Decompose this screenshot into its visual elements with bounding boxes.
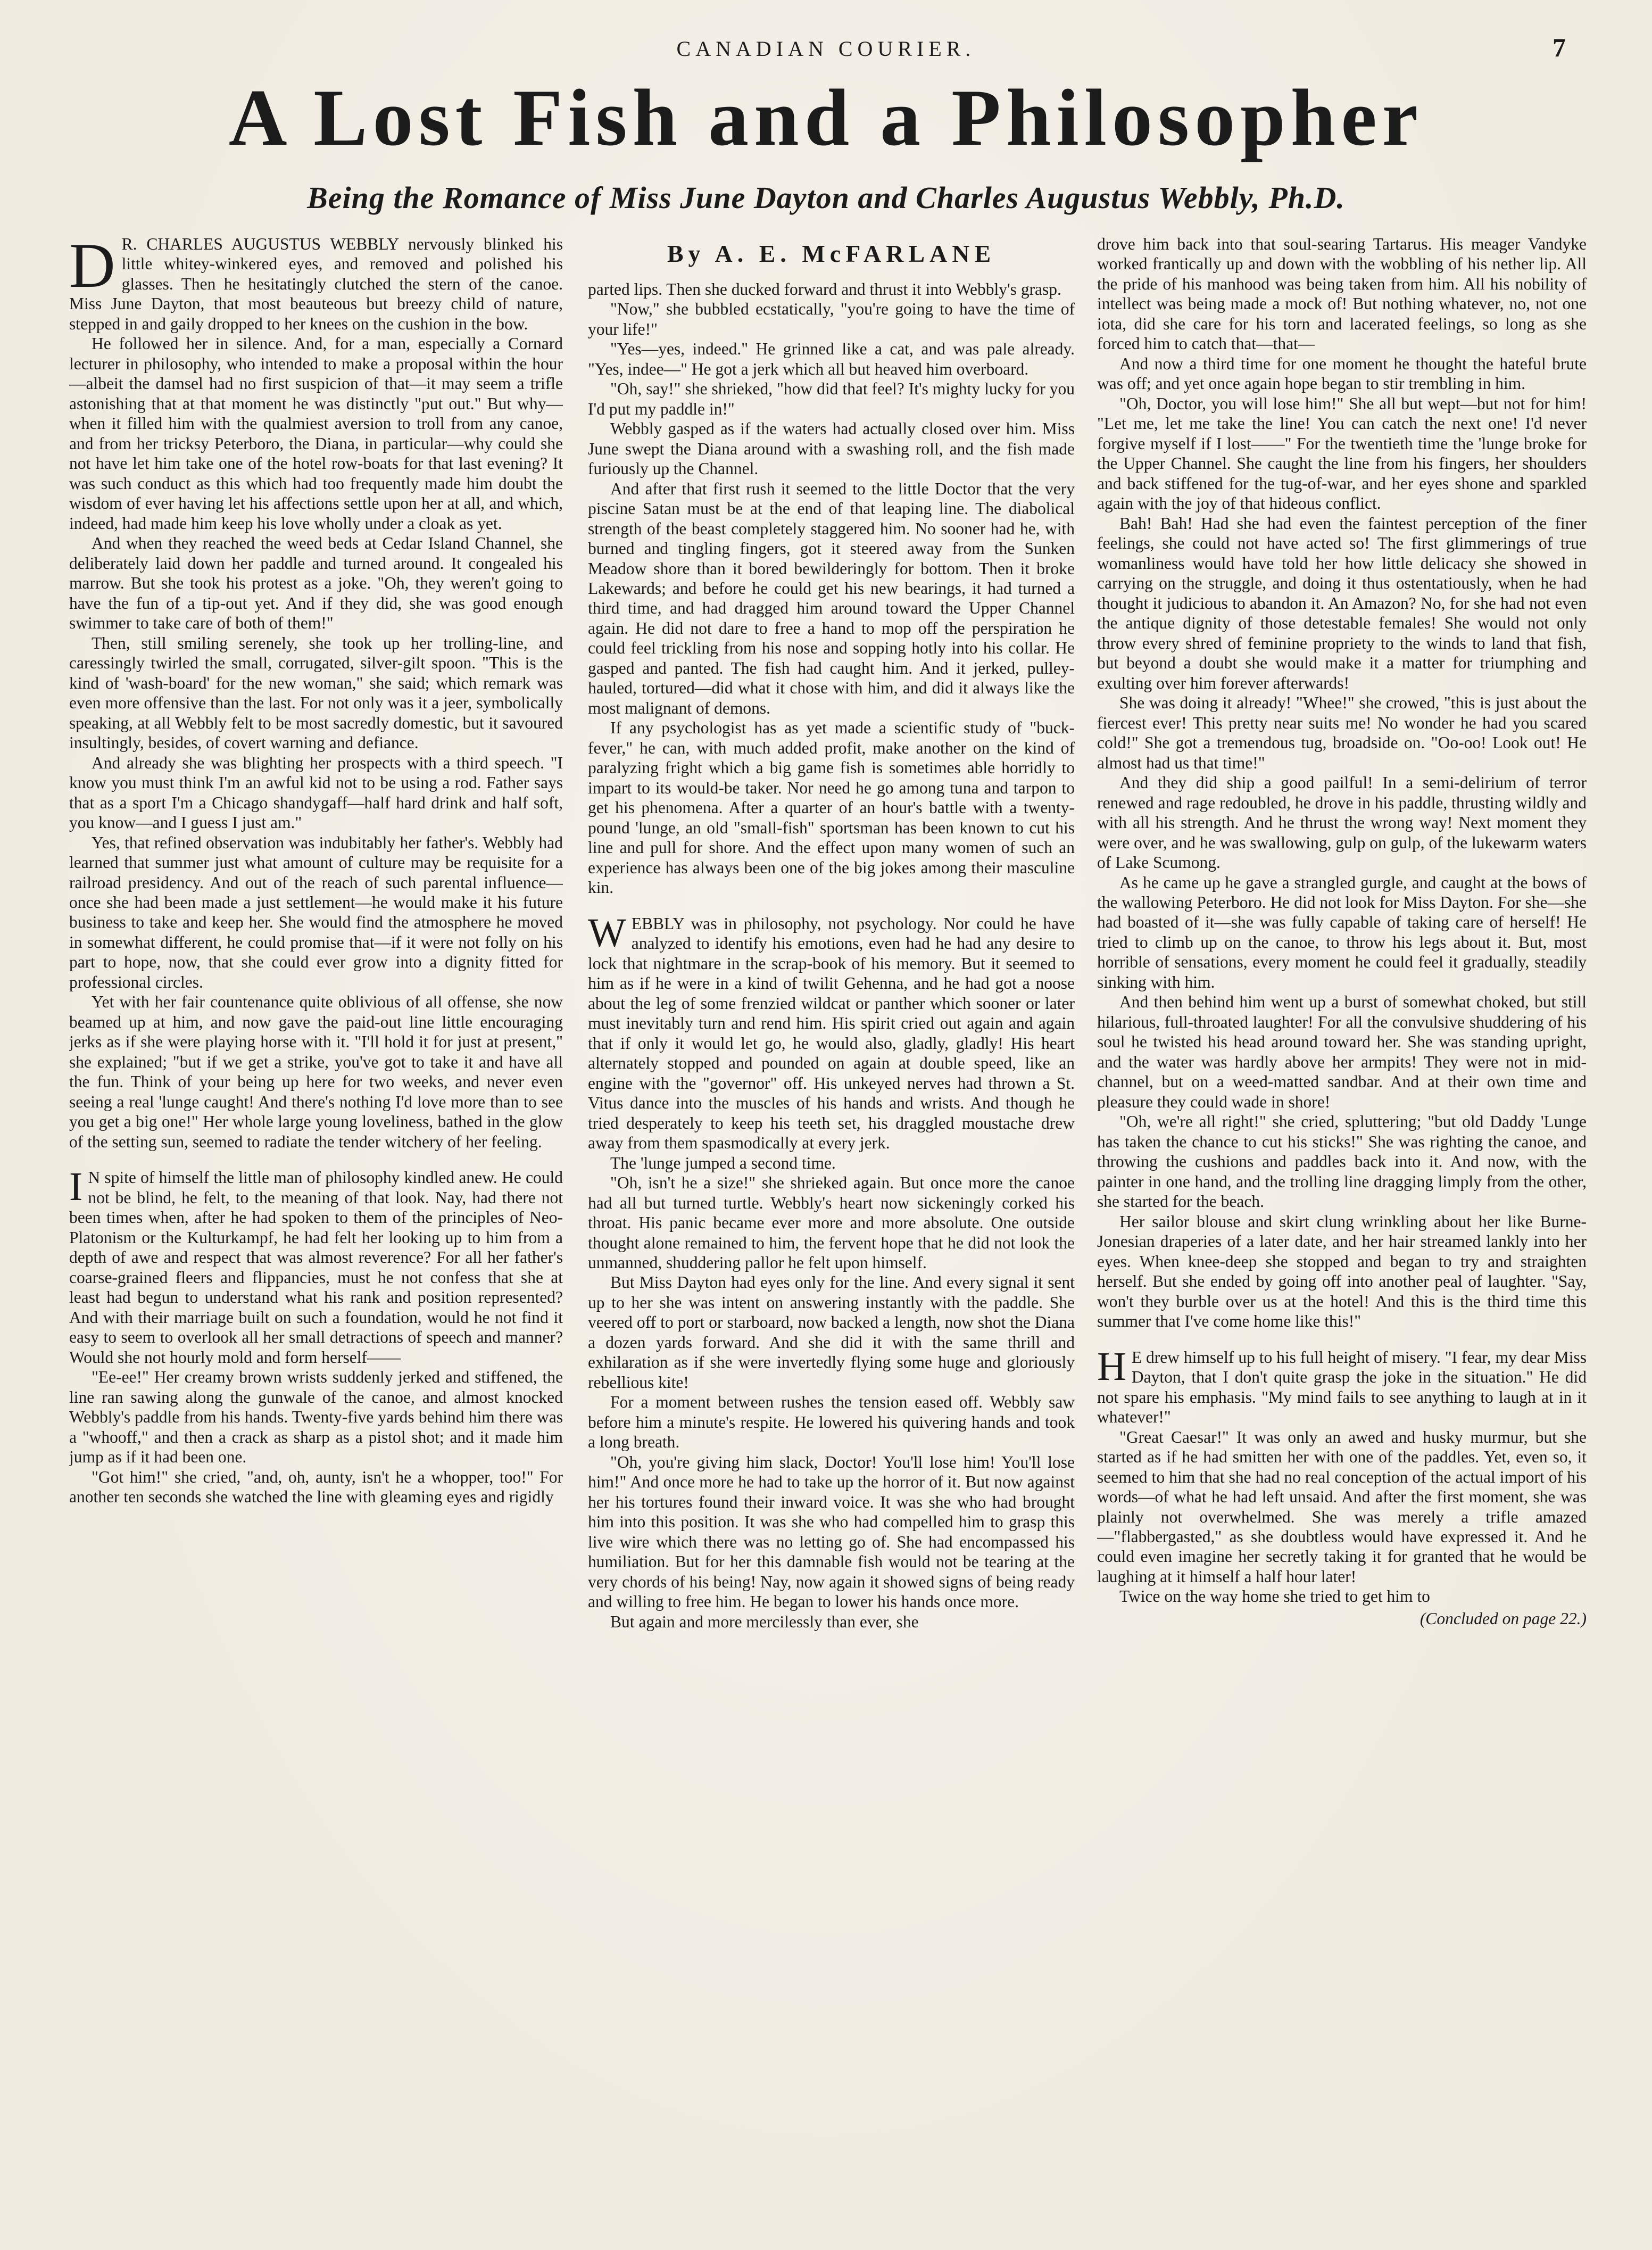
paragraph: DR. CHARLES AUGUSTUS WEBBLY nervously blinked his little whitey-winkered eyes, and removed and polished his glasses. Then he hesitatingly clutched the stern of the canoe. Miss June Dayton, that most beauteous but breezy child of nature, stepped in and gaily dropped to her knees on the cushion in the bow. <box>69 234 563 333</box>
section-break <box>588 898 1075 914</box>
text-column-1 <box>69 234 563 2214</box>
byline: By A. E. McFARLANE <box>667 240 996 267</box>
paragraph: The 'lunge jumped a second time. <box>610 1153 836 1172</box>
paragraph: drove him back into that soul-searing Tartarus. His meager Vandyke worked frantically up and down with the wobbling of his nether lip. All the pride of his manhood was being taken from him. All his nobility of intellect was being made a mock of! But nothing whatever, no, not one iota, did she care for his torn and lacerated feelings, so long as she forced him to catch that—that— <box>1097 235 1587 353</box>
page-number: 7 <box>1553 32 1566 62</box>
paragraph: "Oh, isn't he a size!" she shrieked again. But once more the canoe had all but turned turtle. Webbly's heart now sickeningly corked his throat. His panic became ever more and more absolute. One outside thought alone remained to him, the fervent hope that he did not look the unmanned, shuddering pallor he felt upon himself. <box>588 1173 1075 1272</box>
continuation-note: (Concluded on page 22.) <box>1419 1609 1587 1628</box>
paragraph: Webbly gasped as if the waters had actually closed over him. Miss June swept the Diana around with a swashing roll, and the fish made furiously up the Channel. <box>588 419 1075 478</box>
paragraph: "Now," she bubbled ecstatically, "you're going to have the time of your life!" <box>588 300 1075 338</box>
section-break <box>69 1152 563 1168</box>
paragraph: "Yes—yes, indeed." He grinned like a cat, and was pale already. "Yes, indee—" He got a jerk which all but heaved him overboard. <box>588 340 1075 378</box>
running-head: CANADIAN COURIER. <box>676 37 976 61</box>
paragraph: "Ee-ee!" Her creamy brown wrists suddenly jerked and stiffened, the line ran sawing along the gunwale of the canoe, and almost knocked Webbly's paddle from his hands. Twenty-five yards behind him there was a "whooff," and then a crack as sharp as a pistol shot; and it made him jump as if it had been one. <box>69 1368 563 1467</box>
paragraph: IN spite of himself the little man of philosophy kindled anew. He could not be blind, he felt, to the meaning of that look. Nay, had there not been times when, after he had spoken to them of the principles of Neo-Platonism or the Kulturkampf, he had felt her looking up to him from a depth of awe and respect that was almost reverence? For all her father's coarse-grained fleers and flippancies, must he not confess that she at least had begun to understand what his rank and position represented? And with their marriage built on such a foundation, would he not find it easy to seem to overlook all her small detractions of speech and manner? Would she not hourly mold and form herself—— <box>69 1164 563 1367</box>
text-column-2 <box>588 234 1075 2214</box>
paragraph: As he came up he gave a strangled gurgle, and caught at the bows of the wallowing Peterboro. He did not look for Miss Dayton. For she—she had boasted of it—she was fully capable of taking care of herself! He tried to climb up on the canoe, to throw his legs about it. But, most horrible of sensations, every moment he could feel it gradually, steadily sinking with him. <box>1097 873 1587 991</box>
paragraph: "Got him!" she cried, "and, oh, aunty, isn't he a whopper, too!" For another ten seconds she watched the line with gleaming eyes and rigidly <box>69 1467 563 1507</box>
paragraph: HE drew himself up to his full height of misery. "I fear, my dear Miss Dayton, that I don't quite grasp the joke in the situation." He did not spare his emphasis. "My mind fails to see anything to laugh at in it whatever!" <box>1097 1344 1587 1427</box>
section-break <box>1097 1331 1587 1347</box>
paragraph: He followed her in silence. And, for a man, especially a Cornard lecturer in philosophy, who intended to make a proposal within the hour—albeit the damsel had no first suspicion of that—it may seem a trifle astonishing that at that moment he was distinctly "put out." But why—when it filled him with the qualmiest aversion to troll from any canoe, and from her tricksy Peterboro, the Diana, in particular—why could she not have let him take one of the hotel row-boats for that last evening? It was such conduct as this which had too frequently made him doubt the wisdom of ever having let his affections settle upon her at all, and which, indeed, had made him keep his love wholly under a cloak as yet. <box>69 334 563 533</box>
paragraph: Bah! Bah! Had she had even the faintest perception of the finer feelings, she could not have acted so! The first glimmerings of true womanliness would have told her how little delicacy she showed in carrying on the struggle, and doing it thus ostentatiously, when he had thought it judicious to abandon it. An Amazon? No, for she had not even the antique dignity of those detestable females! She would not only throw every shred of feminine propriety to the winds to land that fish, but beyond a doubt she would make it a matter for triumphing and exulting over him forever afterwards! <box>1097 514 1587 692</box>
paragraph: And then behind him went up a burst of somewhat choked, but still hilarious, full-throated laughter! For all the convulsive shuddering of his soul he twisted his head around toward her. She was standing upright, and the water was hardly above her armpits! They were not in mid-channel, but on a weed-matted sandbar. And at their own time and pleasure they could wade in shore! <box>1097 992 1587 1111</box>
paragraph: "Oh, we're all right!" she cried, spluttering; "but old Daddy 'Lunge has taken the chance to cut his sticks!" She was righting the canoe, and throwing the cushions and paddles back into it. And now, with the painter in one hand, and the trolling line dragging limply from the other, she started for the beach. <box>1097 1112 1587 1211</box>
paragraph: "Oh, say!" she shrieked, "how did that feel? It's mighty lucky for you I'd put my paddle in!" <box>588 379 1075 418</box>
paragraph: Twice on the way home she tried to get him to <box>1119 1587 1430 1606</box>
paragraph: And when they reached the weed beds at Cedar Island Channel, she deliberately laid down her paddle and turned around. It congealed his marrow. But she took his protest as a joke. "Oh, they weren't going to have the fun of a tip-out yet. And if they did, she was good enough swimmer to take care of both of them!" <box>69 534 563 633</box>
paragraph: And after that first rush it seemed to the little Doctor that the very piscine Satan must be at the end of that leaping line. The diabolical strength of the beast completely staggered him. No sooner had he, with burned and tingling fingers, got it steered away from the Sunken Meadow shore than it bored bewilderingly for bottom. Then it broke Lakewards; and before he could get his new bearings, it had turned a third time, and had dragged him around toward the Upper Channel again. He did not dare to free a hand to mop off the perspiration he could feel trickling from his nose and sopping hotly into his collar. He gasped and panted. The fish had caught him. And it jerked, pulley-hauled, tortured—did what it chose with him, and did it always like the most malignant of demons. <box>588 479 1075 717</box>
paragraph: "Oh, you're giving him slack, Doctor! You'll lose him! You'll lose him!" And once more he had to take up the horror of it. But now against her his tortures found their inward voice. It was she who had brought him into this position. It was she who had compelled him to grasp this live wire which there was no letting go of. She had encompassed his humiliation. But for her this damnable fish would not be tearing at the very chords of his being! Nay, now again it showed signs of being ready and willing to free him. He began to lower his hands once more. <box>588 1452 1075 1611</box>
paragraph: She was doing it already! "Whee!" she crowed, "this is just about the fiercest ever! This pretty near suits me! No wonder he had you scared cold!" She got a tremendous tug, broadside on. "Oo-oo! Look out! He almost had us that time!" <box>1097 693 1587 772</box>
paragraph: Her sailor blouse and skirt clung wrinkling about her like Burne-Jonesian draperies of a later date, and her hair streamed lankly into her eyes. When knee-deep she stopped and began to try and straighten herself. But she ended by going off into another peal of laughter. "Say, won't they burble over us at the hotel! And this is the third time this summer that I've come home like this!" <box>1097 1212 1587 1331</box>
article-subtitle: Being the Romance of Miss June Dayton and Charles Augustus Webbly, Ph.D. <box>307 180 1345 215</box>
text-column-3 <box>1097 234 1587 2214</box>
paragraph: "Great Caesar!" It was only an awed and husky murmur, but she started as if he had smitten her with one of the paddles. Yet, even so, it seemed to him that she had no real conception of the actual import of his words—of what he had left unsaid. And after the first moment, she was plainly not overwhelmed. She was merely a trifle amazed—"flabbergasted," as she doubtless would have expressed it. And he could even imagine her secretly taking it for granted that he would be laughing at it himself a half hour later! <box>1097 1427 1587 1586</box>
article-title: A Lost Fish and a Philosopher <box>228 73 1424 162</box>
paragraph: Then, still smiling serenely, she took up her trolling-line, and caressingly twirled the small, corrugated, silver-gilt spoon. "This is the kind of 'wash-board' for the new woman," she said; which remark was even more offensive than the last. For not only was it a jeer, symbolically speaking, at all Webbly felt to be most sacredly domestic, but it savoured insultingly, besides, of covert warning and defiance. <box>69 633 563 752</box>
paragraph: If any psychologist has as yet made a scientific study of "buck-fever," he can, with much added profit, make another on the kind of paralyzing fright which a big game fish is sometimes able horridly to impart to its would-be taker. Nor need he go among tuna and tarpon to get his phenomena. After a quarter of an hour's battle with a twenty-pound 'lunge, an old "small-fish" sportsman has been known to cut his line and pull for shore. And the effect upon many women of such an experience has always been one of the big jokes among their masculine kin. <box>588 718 1075 897</box>
paragraph: WEBBLY was in philosophy, not psychology. Nor could he have analyzed to identify his emotions, even had he had any desire to lock that nightmare in the scrap-book of his memory. But it seemed to him as if he were in a kind of twilit Gehenna, and he had got a noose about the leg of some frenzied wildcat or panther which sooner or later must inevitably turn and rend him. His spirit cried out again and again that if only it would let go, he would also, gladly, gladly! His heart alternately stopped and pounded on again at double speed, like an engine with the "governor" off. His unkeyed nerves had thrown a St. Vitus dance into the muscles of his hands and wrists. And though he tried desperately to keep his teeth set, his draggled moustache drew away from them spasmodically at every jerk. <box>588 910 1075 1153</box>
paragraph: parted lips. Then she ducked forward and thrust it into Webbly's grasp. <box>588 279 1061 299</box>
paragraph: And already she was blighting her prospects with a third speech. "I know you must think I'm an awful kid not to be using a rod. Father says that as a sport I'm a Chicago shandygaff—half hard drink and half soft, you know—and I guess I just am." <box>69 753 563 832</box>
paragraph: And now a third time for one moment he thought the hateful brute was off; and yet once again hope began to stir trembling in him. <box>1097 354 1587 393</box>
paragraph: "Oh, Doctor, you will lose him!" She all but wept—but not for him! "Let me, let me take the line! You can catch the next one! I'd never forgive myself if I lost——" For the twentieth time the 'lunge broke for the Upper Channel. She caught the line from his fingers, her shoulders and back stiffened for the tug-of-war, and her eyes shone and sparkled again with the joy of that hideous conflict. <box>1097 394 1587 513</box>
paragraph: And they did ship a good pailful! In a semi-delirium of terror renewed and rage redoubled, he drove in his paddle, thrusting wildly and with all his strength. And he thrust the wrong way! Next moment they were over, and he was swallowing, gulp on gulp, of the lukewarm waters of Lake Scumong. <box>1097 773 1587 872</box>
paragraph: Yet with her fair countenance quite oblivious of all offense, she now beamed up at him, and now gave the paid-out line little encouraging jerks as if she were playing horse with it. "I'll hold it for just at present," she explained; "but if we get a strike, you've got to take it and have all the fun. Think of your being up here for two weeks, and never even seeing a real 'lunge caught! And there's nothing I'd love more than to see you get a big one!" Her whole large young loveliness, bathed in the glow of the setting sun, seemed to radiate the tender witchery of her feeling. <box>69 992 563 1151</box>
paragraph: Yes, that refined observation was indubitably her father's. Webbly had learned that summer just what amount of culture may be requisite for a railroad presidency. And out of the reach of such parental influence—once she had been made a just settlement—he would make it his future business to take and keep her. She would find the atmosphere he moved in somewhat different, he could promise that—if it were not folly on his part to hope, now, that she could ever grow into a dignity fitted for professional circles. <box>69 833 563 991</box>
paragraph: But again and more mercilessly than ever, she <box>610 1612 919 1631</box>
paragraph: But Miss Dayton had eyes only for the line. And every signal it sent up to her she was intent on answering instantly with the paddle. She veered off to port or starboard, now backed a length, now shot the Diana a dozen yards forward. And she did it with the same thrill and exhilaration as if she were invertedly flying some huge and gloriously rebellious kite! <box>588 1273 1075 1392</box>
paragraph: For a moment between rushes the tension eased off. Webbly saw before him a minute's respite. He lowered his quivering hands and took a long breath. <box>588 1393 1075 1452</box>
